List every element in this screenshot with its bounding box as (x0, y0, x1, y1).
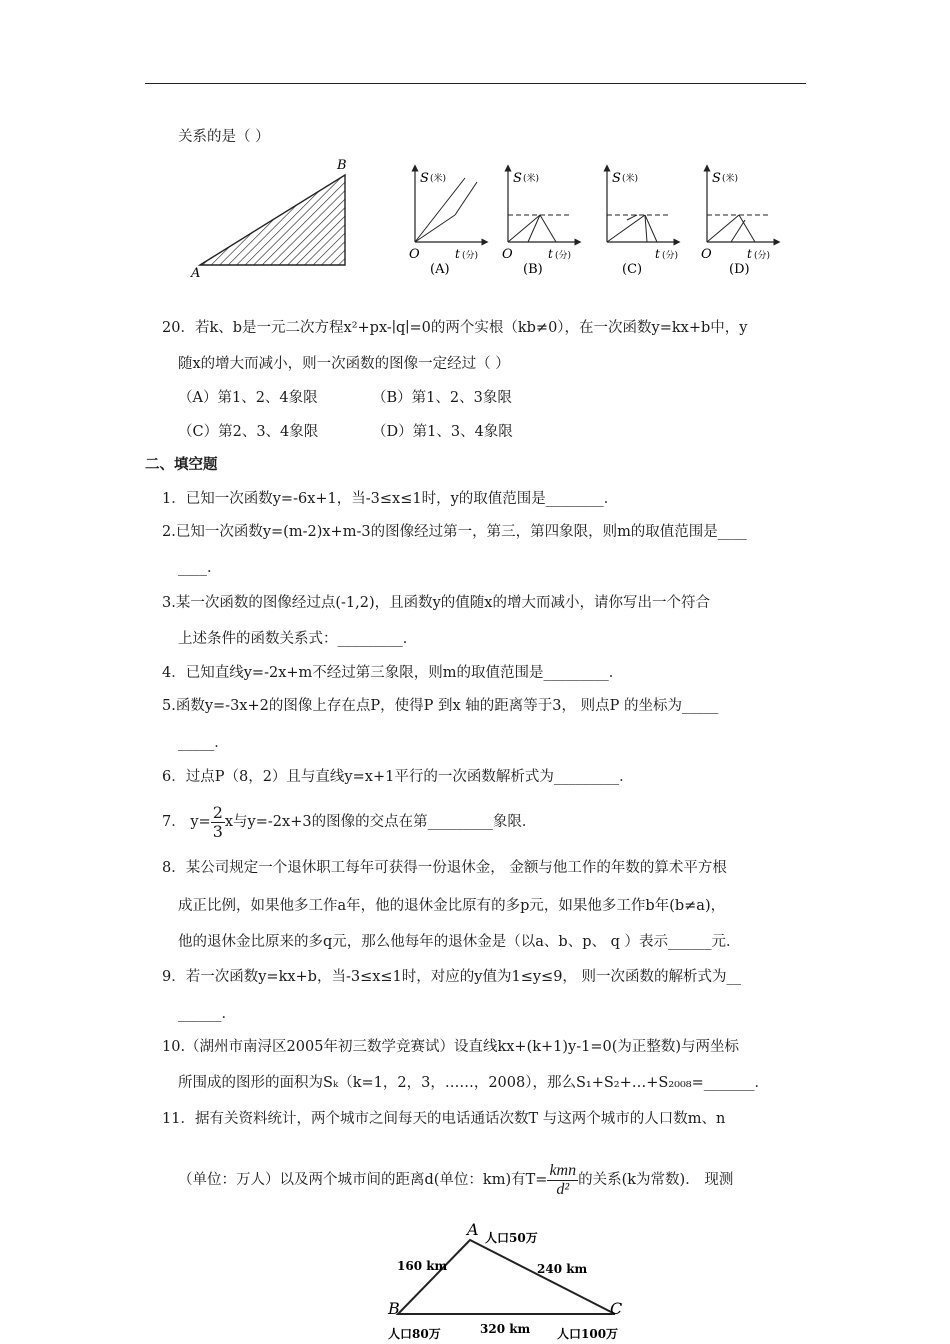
graph-c-s-label: S (612, 171, 621, 186)
graph-a-s-unit: (米) (430, 174, 447, 184)
fraction-denominator: 3 (212, 821, 223, 841)
option-c-label: (C) (622, 262, 643, 277)
graph-b-s-label: S (513, 171, 522, 186)
q20-option-c: （C）第2、3、4象限 (178, 424, 319, 440)
q20-option-a: （A）第1、2、4象限 (178, 390, 318, 406)
option-graphs (400, 160, 800, 282)
triangle-label-b: B (337, 158, 347, 173)
fill-q5-line2: _____． (178, 735, 229, 751)
fill-q5-line1: 5.函数y=-3x+2的图像上存在点P，使得P 到x 轴的距离等于3， 则点P 的坐标为_____ (162, 698, 719, 714)
formula-fraction (547, 1162, 578, 1199)
graph-a-origin: O (409, 247, 420, 262)
fill-q11-prefix: （单位：万人）以及两个城市间的距离d(单位：km)有T= (178, 1172, 548, 1188)
option-d-label: (D) (729, 262, 750, 277)
fill-q11-line2 (178, 1160, 733, 1200)
graph-a-s-label: S (420, 171, 429, 186)
graph-d-origin: O (701, 247, 712, 262)
header-rule (145, 83, 806, 84)
graph-d-t-unit: (分) (754, 251, 771, 261)
graph-d-t-label: t (747, 247, 752, 261)
fill-q7-prefix: 7． y= (162, 814, 211, 830)
fill-q3-line1: 3.某一次函数的图像经过点(-1,2)，且函数y的值随x的增大而减小，请你写出一个符合 (162, 595, 710, 611)
fill-q11-suffix: 的关系(k为常数)． 现测 (578, 1172, 734, 1188)
fill-q10-line2: 所围成的图形的面积为Sₖ（k=1，2，3，……，2008），那么S₁+S₂+…+S₂₀₀₈=_______． (178, 1075, 770, 1091)
fill-q11-line1: 11．据有关资料统计，两个城市之间每天的电话通话次数T 与这两个城市的人口数m、n (162, 1111, 726, 1127)
city-population-a: 人口50万 (485, 1231, 538, 1245)
graph-c-s-unit: (米) (622, 174, 639, 184)
graph-a (409, 168, 485, 277)
graph-d (701, 168, 777, 277)
graph-c-t-unit: (分) (662, 251, 679, 261)
city-population-c: 人口100万 (557, 1327, 619, 1341)
graph-c-t-label: t (655, 247, 660, 261)
fill-q7-suffix: x与y=-2x+3的图像的交点在第_________象限． (224, 814, 537, 830)
formula-denominator: d² (556, 1180, 570, 1198)
q20-option-b: （B）第1、2、3象限 (372, 390, 512, 406)
city-label-b: B (388, 1299, 400, 1318)
fill-q8-line3: 他的退休金比原来的多q元，那么他每年的退休金是（以a、b、p、 q ）表示______元． (178, 934, 741, 950)
graph-d-s-label: S (712, 171, 721, 186)
fill-q2-line2: ____． (178, 560, 222, 576)
fill-q9-line2: ______． (178, 1006, 236, 1022)
fill-q3-line2: 上述条件的函数关系式：_________． (178, 631, 418, 647)
city-label-a: A (467, 1220, 479, 1239)
triangle-label-a: A (191, 266, 201, 280)
formula-numerator: kmn (549, 1161, 577, 1179)
q20-line2: 随x的增大而减小，则一次函数的图像一定经过（ ） (178, 356, 510, 372)
fill-q10-line1: 10.（湖州市南浔区2005年初三数学竞赛试）设直线kx+(k+1)y-1=0(为正整数)与两坐标 (162, 1039, 740, 1055)
fill-q8-line1: 8．某公司规定一个退休职工每年可获得一份退休金， 金额与他工作的年数的算术平方根 (162, 860, 727, 876)
section-title: 二、填空题 (145, 456, 218, 473)
graph-b-origin: O (502, 247, 513, 262)
fill-q4: 4．已知直线y=-2x+m不经过第三象限，则m的取值范围是_________． (162, 665, 624, 681)
graph-b-t-unit: (分) (555, 251, 572, 261)
graph-b-s-unit: (米) (523, 174, 540, 184)
city-population-b: 人口80万 (388, 1327, 441, 1341)
graph-d-s-unit: (米) (722, 174, 739, 184)
distance-bc: 320 km (480, 1322, 531, 1336)
q19-tail: 关系的是（ ） (178, 129, 270, 145)
fill-q1: 1．已知一次函数y=-6x+1，当-3≤x≤1时，y的取值范围是________． (162, 491, 619, 507)
city-triangle-diagram (385, 1218, 645, 1344)
hatched-triangle-figure (185, 155, 355, 280)
graph-a-t-label: t (455, 247, 460, 261)
option-b-label: (B) (523, 262, 543, 277)
distance-ab: 160 km (397, 1259, 448, 1273)
option-a-label: (A) (430, 262, 450, 277)
fraction-two-thirds (211, 804, 225, 841)
q20-option-d: （D）第1、3、4象限 (372, 424, 513, 440)
city-label-c: C (610, 1299, 623, 1318)
distance-ac: 240 km (537, 1262, 588, 1276)
fill-q8-line2: 成正比例，如果他多工作a年，他的退休金比原有的多p元，如果他多工作b年(b≠a)， (178, 898, 726, 914)
q20-line1: 20．若k、b是一元二次方程x²+px-∣q∣=0的两个实根（kb≠0），在一次函数y=kx+b中，y (162, 320, 748, 336)
fill-q7 (162, 802, 536, 842)
fraction-numerator: 2 (212, 802, 223, 822)
fill-q9-line1: 9．若一次函数y=kx+b，当-3≤x≤1时，对应的y值为1≤y≤9， 则一次函数的解析式为__ (162, 969, 742, 985)
graph-b (502, 168, 578, 277)
graph-c (607, 168, 678, 277)
graph-b-t-label: t (548, 247, 553, 261)
graph-a-t-unit: (分) (462, 251, 479, 261)
fill-q6: 6．过点P（8，2）且与直线y=x+1平行的一次函数解析式为_________． (162, 769, 634, 785)
fill-q2-line1: 2.已知一次函数y=(m-2)x+m-3的图像经过第一，第三，第四象限，则m的取值范围是____ (162, 524, 747, 540)
